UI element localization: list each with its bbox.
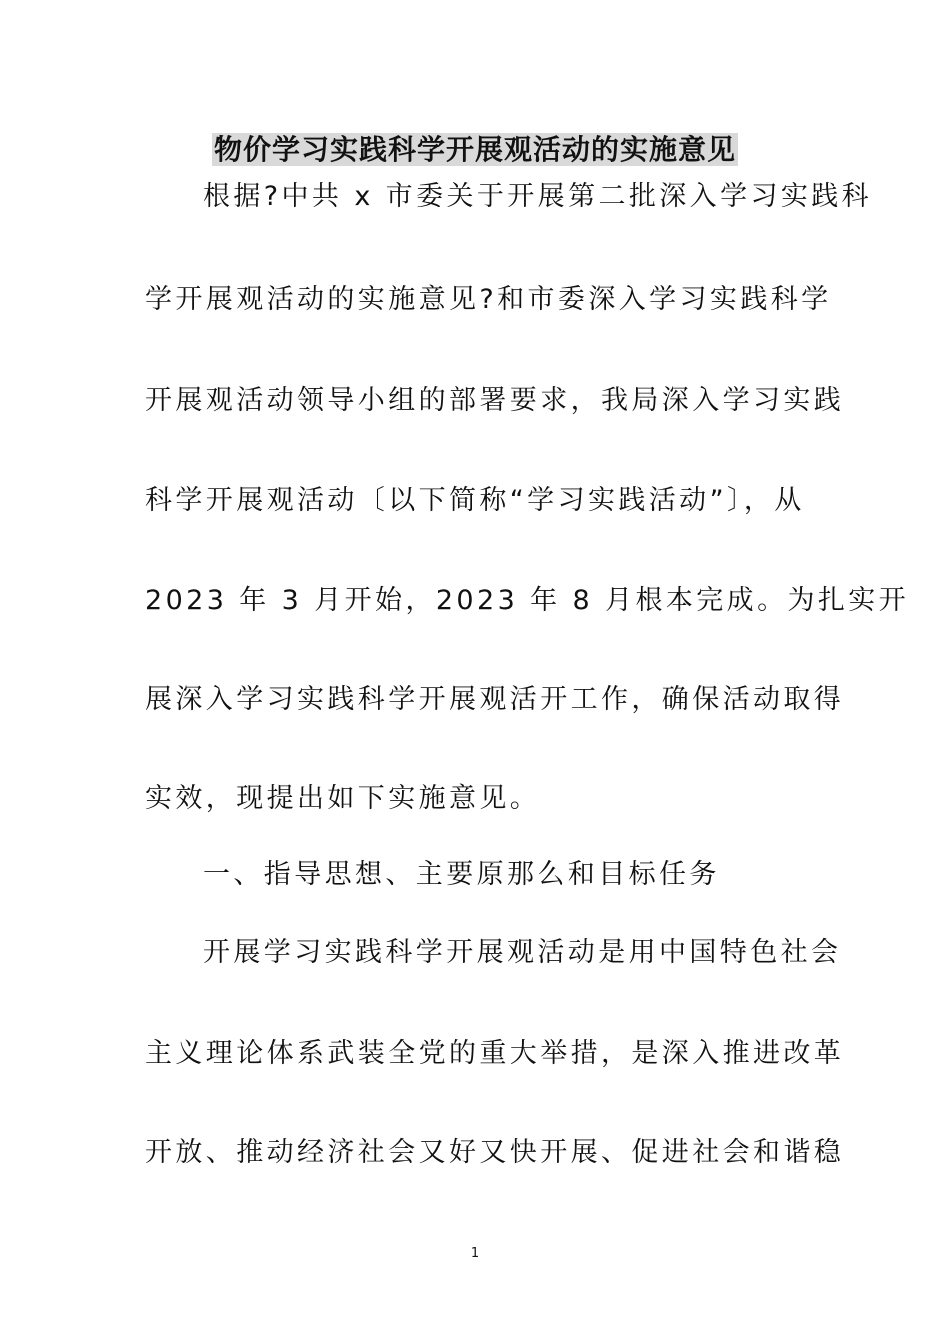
paragraph-line: 展深入学习实践科学开展观活开工作，确保活动取得	[145, 684, 845, 715]
paragraph-line: 实效，现提出如下实施意见。	[145, 783, 541, 814]
paragraph-line: 2023 年 3 月开始，2023 年 8 月根本完成。为扎实开	[145, 585, 910, 616]
paragraph-line: 开展学习实践科学开展观活动是用中国特色社会	[203, 937, 842, 968]
paragraph-line: 根据?中共 x 市委关于开展第二批深入学习实践科	[203, 181, 873, 212]
paragraph-line: 科学开展观活动〔以下简称“学习实践活动”〕，从	[145, 485, 805, 516]
document-title	[0, 130, 950, 170]
paragraph-line: 主义理论体系武装全党的重大举措，是深入推进改革	[145, 1038, 845, 1069]
document-title-text: 物价学习实践科学开展观活动的实施意见	[213, 133, 736, 166]
section-heading: 一、指导思想、主要原那么和目标任务	[203, 859, 720, 890]
paragraph-line: 学开展观活动的实施意见?和市委深入学习实践科学	[145, 284, 832, 315]
page-number: 1	[470, 1246, 480, 1261]
paragraph-line: 开放、推动经济社会又好又快开展、促进社会和谐稳	[145, 1137, 845, 1168]
paragraph-line: 开展观活动领导小组的部署要求，我局深入学习实践	[145, 385, 845, 416]
